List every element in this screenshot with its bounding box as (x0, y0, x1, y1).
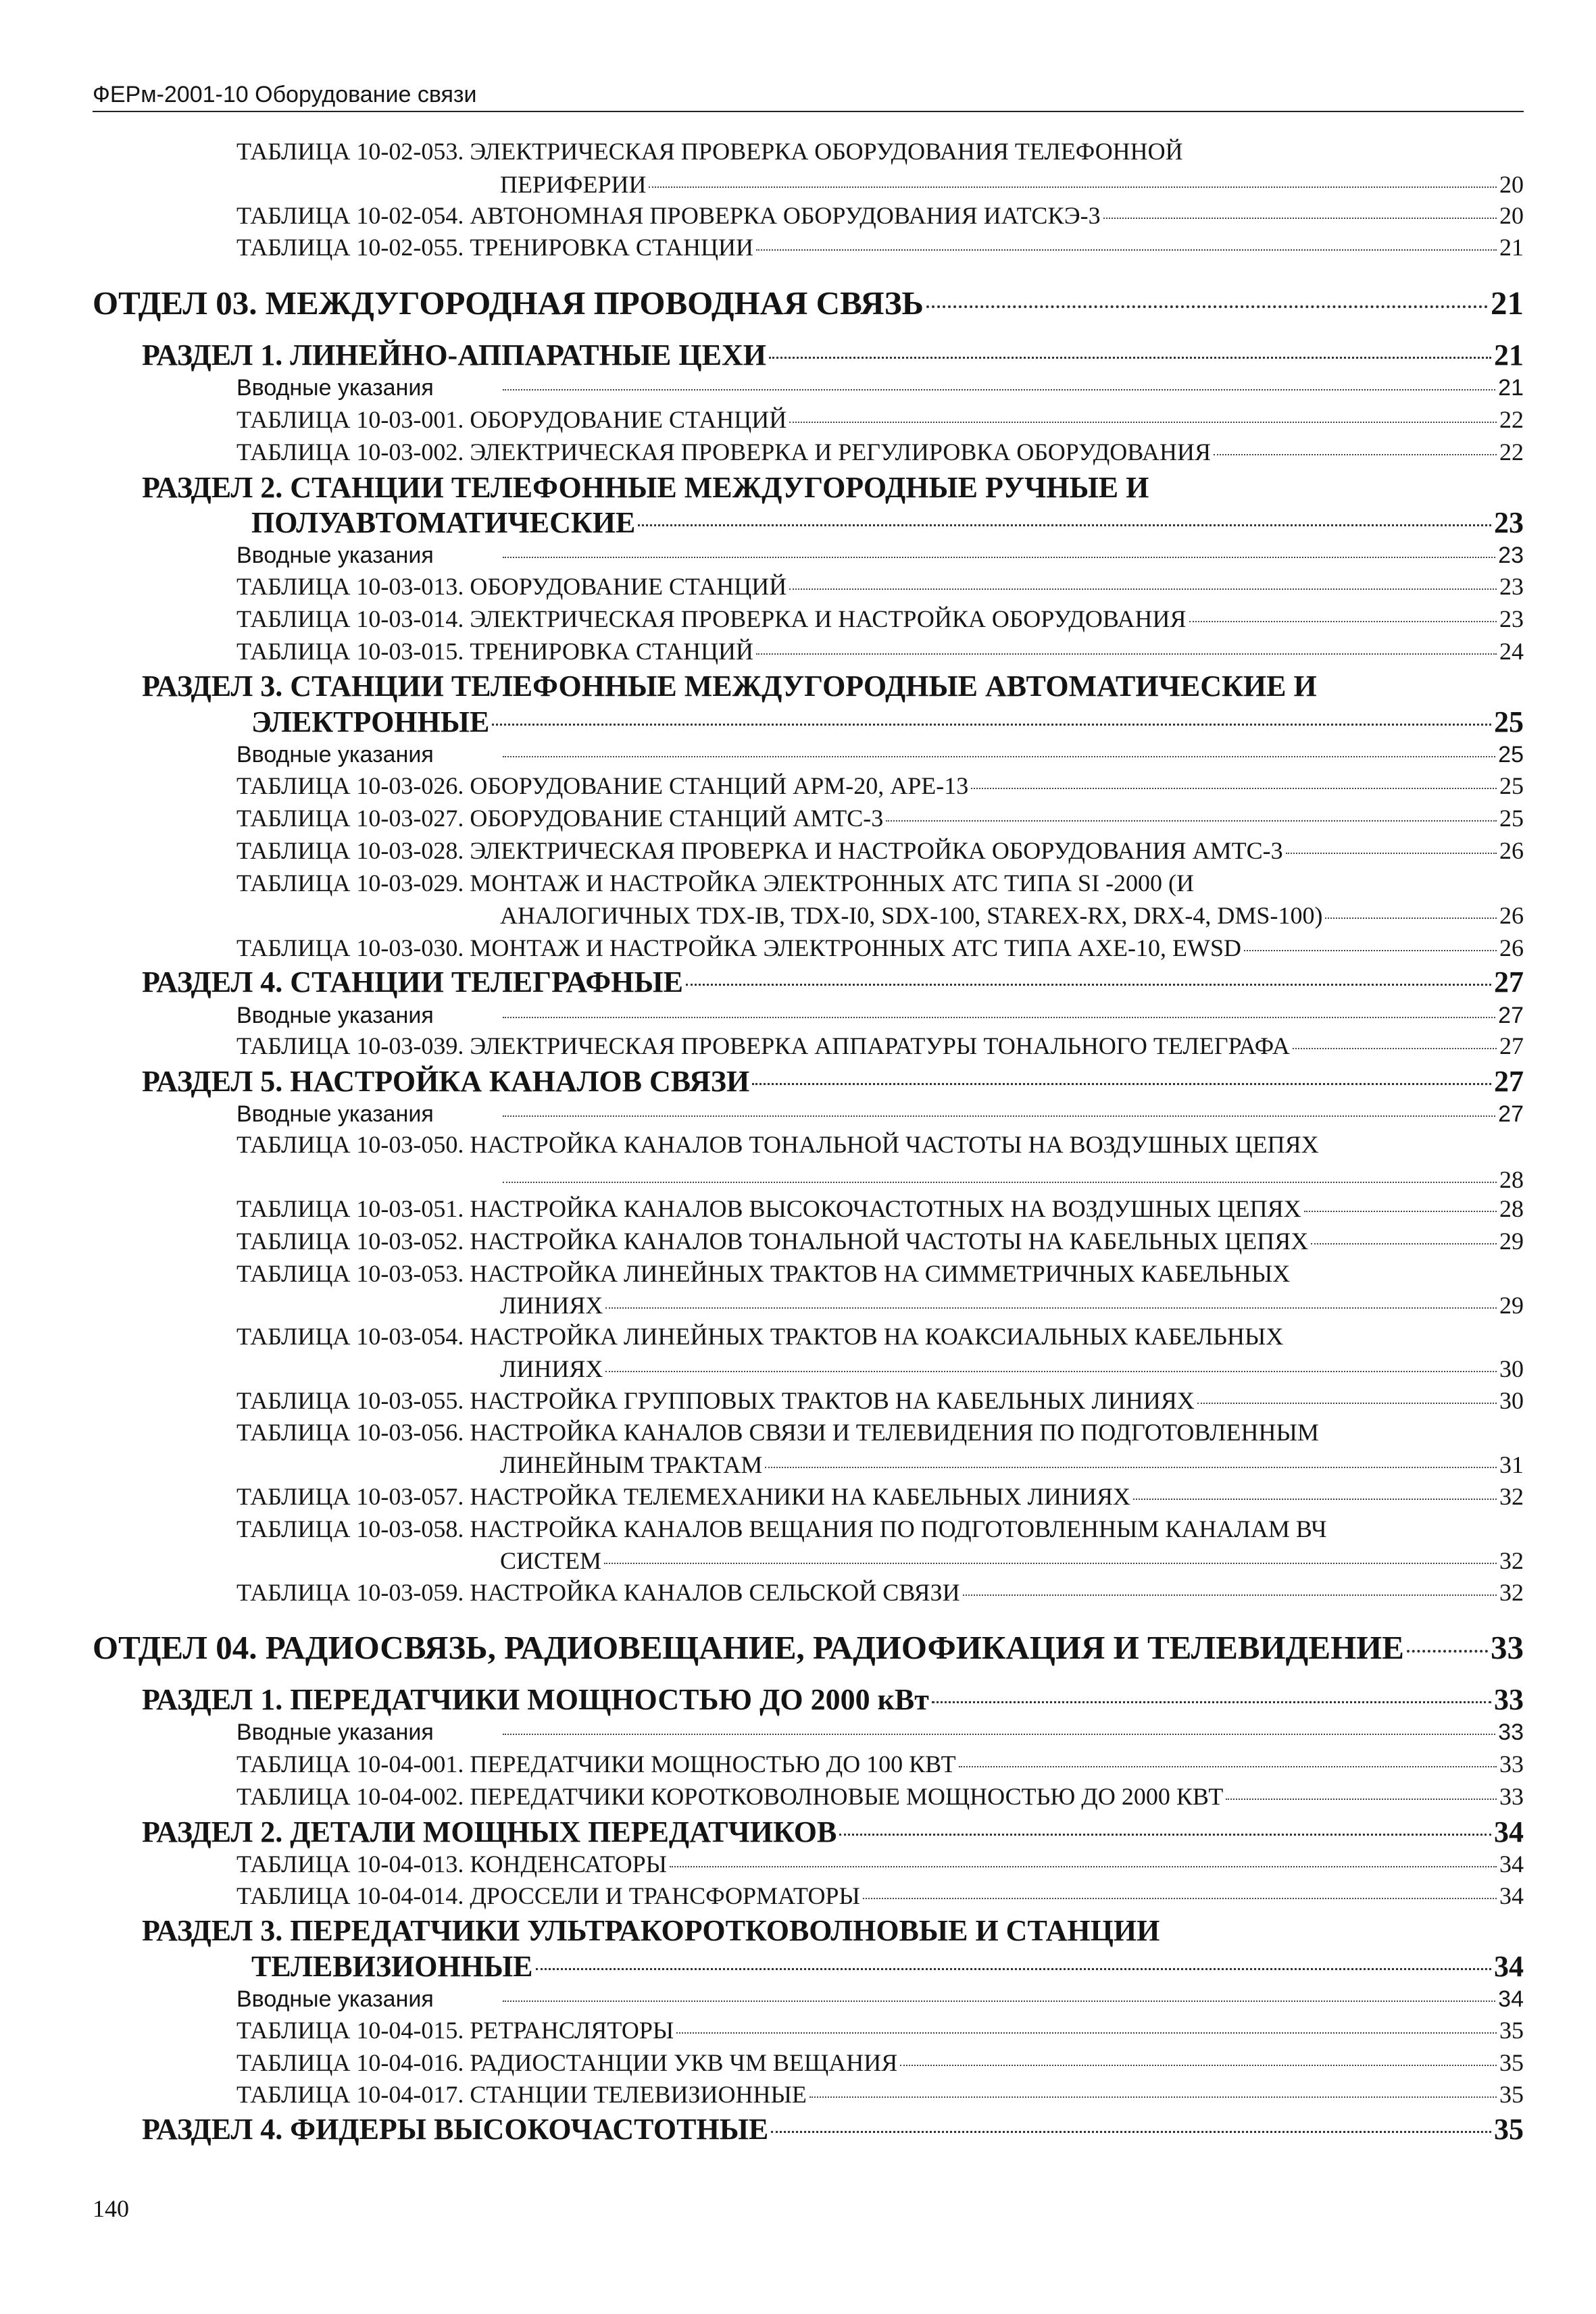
toc-entry-title: ТАБЛИЦА 10-03-014. ЭЛЕКТРИЧЕСКАЯ ПРОВЕРКА И НАСТРОЙКА ОБОРУДОВАНИЯ (236, 605, 1187, 632)
toc-entry-title: ТАБЛИЦА 10-03-056. НАСТРОЙКА КАНАЛОВ СВЯЗИ И ТЕЛЕВИДЕНИЯ ПО ПОДГОТОВЛЕННЫМ (236, 1419, 1319, 1446)
dot-leader (926, 305, 1488, 308)
toc-entry[interactable] (236, 772, 1524, 800)
dot-leader (503, 1182, 1497, 1183)
toc-page-number: 29 (1499, 1292, 1524, 1319)
toc-entry[interactable] (500, 170, 1524, 199)
dot-leader (1286, 853, 1497, 854)
toc-entry[interactable] (236, 2016, 1524, 2044)
toc-entry[interactable] (236, 637, 1524, 665)
toc-entry[interactable] (236, 543, 1524, 569)
dot-leader (536, 1968, 1492, 1970)
dot-leader (503, 1734, 1495, 1735)
toc-page-number: 32 (1499, 1579, 1524, 1606)
toc-page-number: 33 (1498, 1719, 1524, 1745)
toc-subsection-heading[interactable] (142, 1815, 1524, 1849)
toc-entry-title: ТАБЛИЦА 10-04-016. РАДИОСТАНЦИИ УКВ ЧМ ВЕЩАНИЯ (236, 2049, 898, 2076)
toc-entry-title: ТАБЛИЦА 10-04-017. СТАНЦИИ ТЕЛЕВИЗИОННЫЕ (236, 2081, 807, 2108)
dot-leader (503, 2001, 1495, 2002)
toc-entry[interactable] (236, 1750, 1524, 1778)
toc-entry-title: ТАБЛИЦА 10-04-015. РЕТРАНСЛЯТОРЫ (236, 2017, 674, 2044)
toc-entry-title: ТАБЛИЦА 10-03-001. ОБОРУДОВАНИЕ СТАНЦИЙ (236, 406, 787, 433)
toc-entry-title: ТАБЛИЦА 10-03-002. ЭЛЕКТРИЧЕСКАЯ ПРОВЕРКА И РЕГУЛИРОВКА ОБОРУДОВАНИЯ (236, 438, 1212, 466)
toc-entry-title: ТАБЛИЦА 10-04-002. ПЕРЕДАТЧИКИ КОРОТКОВОЛНОВЫЕ МОЩНОСТЬЮ ДО 2000 КВТ (236, 1783, 1224, 1810)
dot-leader (959, 1766, 1497, 1767)
toc-entry-title: ТАБЛИЦА 10-03-050. НАСТРОЙКА КАНАЛОВ ТОНАЛЬНОЙ ЧАСТОТЫ НА ВОЗДУШНЫХ ЦЕПЯХ (236, 1131, 1319, 1158)
toc-entry-title: ТАБЛИЦА 10-03-013. ОБОРУДОВАНИЕ СТАНЦИЙ (236, 573, 787, 600)
toc-subsection-heading[interactable] (142, 965, 1524, 999)
toc-page-number: 22 (1499, 438, 1524, 466)
dot-leader (886, 820, 1497, 822)
dot-leader (1311, 1243, 1497, 1244)
toc-entry[interactable] (236, 1986, 1524, 2013)
toc-page-number: 35 (1494, 2113, 1524, 2146)
toc-page-number: 33 (1491, 1629, 1524, 1666)
toc-page-number: 35 (1499, 2017, 1524, 2044)
toc-entry-title: ТАБЛИЦА 10-03-051. НАСТРОЙКА КАНАЛОВ ВЫСОКОЧАСТОТНЫХ НА ВОЗДУШНЫХ ЦЕПЯХ (236, 1195, 1301, 1222)
toc-page-number: 35 (1499, 2049, 1524, 2076)
toc-entry[interactable] (236, 2048, 1524, 2077)
dot-leader (1244, 950, 1497, 951)
toc-entry-title: ЛИНИЯХ (500, 1355, 603, 1382)
toc-entry[interactable] (500, 1451, 1524, 1479)
toc-page-number: 23 (1499, 573, 1524, 600)
dot-leader (863, 1898, 1497, 1899)
toc-entry-title: ТАБЛИЦА 10-03-053. НАСТРОЙКА ЛИНЕЙНЫХ ТРАКТОВ НА СИММЕТРИЧНЫХ КАБЕЛЬНЫХ (236, 1260, 1291, 1287)
toc-page-number: 21 (1498, 375, 1524, 401)
toc-entry-title: РАЗДЕЛ 3. ПЕРЕДАТЧИКИ УЛЬТРАКОРОТКОВОЛНОВЫЕ И СТАНЦИИ (142, 1914, 1160, 1947)
toc-entry-title: ОТДЕЛ 03. МЕЖДУГОРОДНАЯ ПРОВОДНАЯ СВЯЗЬ (93, 284, 924, 322)
dot-leader (789, 422, 1497, 423)
toc-page-number: 27 (1499, 1032, 1524, 1059)
dot-leader (752, 1083, 1491, 1085)
toc-entry[interactable] (236, 1850, 1524, 1878)
toc-entry[interactable] (236, 1719, 1524, 1746)
dot-leader (809, 2096, 1497, 2098)
toc-entry[interactable] (236, 201, 1524, 230)
dot-leader (1214, 454, 1497, 455)
toc-entry-title: РАЗДЕЛ 1. ПЕРЕДАТЧИКИ МОЩНОСТЬЮ ДО 2000 кВт (142, 1683, 929, 1716)
dot-leader (638, 524, 1491, 526)
dot-leader (756, 653, 1497, 655)
dot-leader (1133, 1499, 1497, 1500)
dot-leader (503, 1115, 1495, 1117)
toc-entry-title: ТАБЛИЦА 10-03-026. ОБОРУДОВАНИЕ СТАНЦИЙ АРМ-20, АРЕ-13 (236, 772, 969, 799)
dot-leader (769, 357, 1491, 359)
toc-entry-title: ТАБЛИЦА 10-04-001. ПЕРЕДАТЧИКИ МОЩНОСТЬЮ ДО 100 КВТ (236, 1751, 956, 1778)
toc-page-number: 20 (1499, 202, 1524, 229)
toc-entry[interactable] (500, 901, 1524, 930)
toc-page-number: 33 (1494, 1683, 1524, 1716)
toc-entry-title: ЛИНИЯХ (500, 1292, 603, 1319)
dot-leader (503, 756, 1495, 757)
toc-page-number: 24 (1499, 638, 1524, 665)
dot-leader (503, 557, 1495, 558)
dot-leader (756, 249, 1497, 251)
toc-entry[interactable] (500, 1546, 1524, 1575)
toc-page-number: 23 (1498, 543, 1524, 568)
dot-leader (765, 1467, 1497, 1468)
dot-leader (605, 1371, 1497, 1372)
toc-entry[interactable] (236, 2080, 1524, 2109)
toc-entry-title: ТАБЛИЦА 10-03-039. ЭЛЕКТРИЧЕСКАЯ ПРОВЕРКА АППАРАТУРЫ ТОНАЛЬНОГО ТЕЛЕГРАФА (236, 1032, 1290, 1059)
dot-leader (1226, 1799, 1497, 1800)
toc-entry-title: ТАБЛИЦА 10-03-027. ОБОРУДОВАНИЕ СТАНЦИЙ АМТС-3 (236, 805, 884, 832)
toc-entry[interactable] (236, 233, 1524, 261)
toc-entry-title: ТАБЛИЦА 10-03-054. НАСТРОЙКА ЛИНЕЙНЫХ ТРАКТОВ НА КОАКСИАЛЬНЫХ КАБЕЛЬНЫХ (236, 1323, 1284, 1350)
toc-entry[interactable] (236, 438, 1524, 466)
dot-leader (503, 389, 1495, 391)
dot-leader (1304, 1211, 1497, 1212)
toc-page-number: 35 (1499, 2081, 1524, 2108)
toc-entry-title: ТАБЛИЦА 10-04-013. КОНДЕНСАТОРЫ (236, 1851, 667, 1878)
dot-leader (1189, 621, 1497, 622)
toc-entry[interactable] (500, 1355, 1524, 1383)
toc-entry[interactable] (236, 605, 1524, 633)
toc-entry-title: Вводные указания (236, 1986, 434, 2012)
toc-entry-title: ПЕРИФЕРИИ (500, 171, 647, 198)
toc-page-number: 32 (1499, 1483, 1524, 1510)
toc-entry[interactable] (236, 1101, 1524, 1128)
toc-page-number: 30 (1499, 1355, 1524, 1382)
toc-page-number: 26 (1499, 934, 1524, 961)
dot-leader (771, 2131, 1491, 2133)
toc-page-number: 34 (1494, 1950, 1524, 1983)
toc-page-number: 21 (1499, 234, 1524, 261)
toc-entry-title: РАЗДЕЛ 2. ДЕТАЛИ МОЩНЫХ ПЕРЕДАТЧИКОВ (142, 1815, 837, 1848)
toc-entry-title: СИСТЕМ (500, 1547, 602, 1574)
toc-page-number: 25 (1499, 772, 1524, 799)
toc-entry-title: ТАБЛИЦА 10-03-055. НАСТРОЙКА ГРУППОВЫХ ТРАКТОВ НА КАБЕЛЬНЫХ ЛИНИЯХ (236, 1387, 1195, 1414)
toc-entry-title: Вводные указания (236, 543, 434, 568)
dot-leader (670, 1866, 1497, 1867)
toc-subsection-heading[interactable] (142, 1682, 1524, 1717)
toc-entry-title: РАЗДЕЛ 5. НАСТРОЙКА КАНАЛОВ СВЯЗИ (142, 1065, 750, 1098)
toc-subsection-heading[interactable] (142, 338, 1524, 372)
toc-section-heading[interactable] (93, 284, 1524, 322)
toc-entry-title: ТАБЛИЦА 10-03-057. НАСТРОЙКА ТЕЛЕМЕХАНИКИ НА КАБЕЛЬНЫХ ЛИНИЯХ (236, 1483, 1131, 1510)
toc-entry-title: Вводные указания (236, 1719, 434, 1745)
dot-leader (1103, 218, 1497, 219)
toc-entry-title: ТАБЛИЦА 10-03-015. ТРЕНИРОВКА СТАНЦИЙ (236, 638, 754, 665)
dot-leader (503, 1017, 1495, 1018)
toc-entry[interactable] (236, 405, 1524, 434)
toc-subsection-heading[interactable] (142, 2112, 1524, 2146)
toc-page-number: 23 (1499, 605, 1524, 632)
running-header: ФЕРм-2001-10 Оборудование связи (93, 80, 1524, 112)
toc-page-number: 20 (1499, 171, 1524, 198)
toc-entry-title: ТАБЛИЦА 10-04-014. ДРОССЕЛИ И ТРАНСФОРМАТОРЫ (236, 1882, 860, 1909)
toc-entry[interactable] (500, 1291, 1524, 1319)
toc-page-number: 34 (1498, 1986, 1524, 2012)
dot-leader (963, 1594, 1497, 1596)
dot-leader (900, 2065, 1497, 2066)
toc-page-number: 26 (1499, 837, 1524, 864)
dot-leader (1325, 917, 1497, 919)
toc-page-number: 34 (1499, 1882, 1524, 1909)
toc-entry-title: ТАБЛИЦА 10-02-054. АВТОНОМНАЯ ПРОВЕРКА ОБОРУДОВАНИЯ ИАТСКЭ-3 (236, 202, 1101, 229)
toc-entry[interactable] (236, 804, 1524, 832)
dot-leader (604, 1563, 1497, 1564)
toc-page-number: 26 (1499, 902, 1524, 929)
toc-entry-title: ТАБЛИЦА 10-03-052. НАСТРОЙКА КАНАЛОВ ТОНАЛЬНОЙ ЧАСТОТЫ НА КАБЕЛЬНЫХ ЦЕПЯХ (236, 1228, 1309, 1255)
toc-page-number: 28 (1499, 1166, 1524, 1193)
toc-entry[interactable] (236, 1227, 1524, 1255)
toc-page-number: 30 (1499, 1387, 1524, 1414)
toc-entry-title: Вводные указания (236, 1101, 434, 1127)
dot-leader (686, 984, 1491, 986)
dot-leader (789, 588, 1497, 590)
toc-page-number: 29 (1499, 1228, 1524, 1255)
dot-leader (1407, 1650, 1488, 1653)
toc-subsection-heading[interactable] (251, 1949, 1524, 1984)
toc-entry[interactable] (236, 934, 1524, 962)
toc-page-number: 21 (1491, 284, 1524, 322)
toc-entry-title: Вводные указания (236, 742, 434, 768)
toc-entry-title: ТАБЛИЦА 10-03-029. МОНТАЖ И НАСТРОЙКА ЭЛЕКТРОННЫХ АТС ТИПА SI -2000 (И (236, 870, 1195, 897)
toc-entry-title: Вводные указания (236, 1003, 434, 1028)
toc-page-number: 33 (1499, 1783, 1524, 1810)
toc-page-number: 34 (1499, 1851, 1524, 1878)
page-number: 140 (93, 2195, 129, 2222)
toc-entry[interactable] (500, 1165, 1524, 1194)
toc-entry-title: ПОЛУАВТОМАТИЧЕСКИЕ (251, 506, 636, 539)
toc-subsection-heading[interactable] (142, 1064, 1524, 1099)
toc-entry[interactable] (236, 1882, 1524, 1910)
toc-entry-title: ТАБЛИЦА 10-03-058. НАСТРОЙКА КАНАЛОВ ВЕЩАНИЯ ПО ПОДГОТОВЛЕННЫМ КАНАЛАМ ВЧ (236, 1515, 1327, 1542)
toc-page-number: 27 (1494, 965, 1524, 999)
toc-entry-title: ЛИНЕЙНЫМ ТРАКТАМ (500, 1451, 763, 1478)
toc-entry-title: ТАБЛИЦА 10-02-053. ЭЛЕКТРИЧЕСКАЯ ПРОВЕРКА ОБОРУДОВАНИЯ ТЕЛЕФОННОЙ (236, 138, 1183, 165)
toc-entry-title: РАЗДЕЛ 1. ЛИНЕЙНО-АППАРАТНЫЕ ЦЕХИ (142, 338, 766, 372)
toc-entry-title: РАЗДЕЛ 4. ФИДЕРЫ ВЫСОКОЧАСТОТНЫЕ (142, 2113, 769, 2146)
toc-page-number: 32 (1499, 1547, 1524, 1574)
toc-page-number: 27 (1494, 1065, 1524, 1098)
toc-page-number: 22 (1499, 406, 1524, 433)
dot-leader (1197, 1403, 1497, 1404)
toc-entry-title: ТАБЛИЦА 10-03-030. МОНТАЖ И НАСТРОЙКА ЭЛЕКТРОННЫХ АТС ТИПА AXE-10, EWSD (236, 934, 1242, 961)
toc-entry-title: АНАЛОГИЧНЫХ TDX-IB, TDX-I0, SDX-100, STAREX-RX, DRX-4, DMS-100) (500, 902, 1323, 929)
toc-page-number: 25 (1494, 705, 1524, 738)
toc-page-number: 28 (1499, 1195, 1524, 1222)
toc-section-heading[interactable] (93, 1628, 1524, 1667)
toc-entry-title: ОТДЕЛ 04. РАДИОСВЯЗЬ, РАДИОВЕЩАНИЕ, РАДИОФИКАЦИЯ И ТЕЛЕВИДЕНИЕ (93, 1629, 1404, 1666)
toc-entry[interactable] (236, 375, 1524, 401)
toc-entry[interactable] (236, 1782, 1524, 1811)
toc-page-number: 33 (1499, 1751, 1524, 1778)
toc-page-number: 27 (1498, 1101, 1524, 1127)
toc-subsection-heading[interactable] (251, 705, 1524, 739)
dot-leader (932, 1701, 1491, 1703)
toc-entry-title: ЭЛЕКТРОННЫЕ (251, 705, 490, 738)
toc-entry-title: ТЕЛЕВИЗИОННЫЕ (251, 1950, 533, 1983)
toc-page-number: 31 (1499, 1451, 1524, 1478)
toc-entry-title: ТАБЛИЦА 10-03-028. ЭЛЕКТРИЧЕСКАЯ ПРОВЕРКА И НАСТРОЙКА ОБОРУДОВАНИЯ АМТС-3 (236, 837, 1283, 864)
dot-leader (839, 1834, 1491, 1836)
dot-leader (1293, 1048, 1497, 1049)
toc-entry-title: РАЗДЕЛ 4. СТАНЦИИ ТЕЛЕГРАФНЫЕ (142, 965, 683, 999)
toc-page-number: 34 (1494, 1815, 1524, 1848)
toc-page-number: 25 (1498, 742, 1524, 768)
dot-leader (676, 2032, 1497, 2034)
toc-entry[interactable] (236, 1032, 1524, 1060)
dot-leader (649, 186, 1497, 188)
toc-entry[interactable] (236, 572, 1524, 601)
toc-page-number: 25 (1499, 805, 1524, 832)
toc-page-number: 21 (1494, 338, 1524, 372)
toc-entry-title: РАЗДЕЛ 2. СТАНЦИИ ТЕЛЕФОННЫЕ МЕЖДУГОРОДНЫЕ РУЧНЫЕ И (142, 471, 1149, 504)
toc-entry-title: ТАБЛИЦА 10-03-059. НАСТРОЙКА КАНАЛОВ СЕЛЬСКОЙ СВЯЗИ (236, 1579, 960, 1606)
toc-entry-title: РАЗДЕЛ 3. СТАНЦИИ ТЕЛЕФОННЫЕ МЕЖДУГОРОДНЫЕ АВТОМАТИЧЕСКИЕ И (142, 670, 1317, 703)
toc-entry-title: ТАБЛИЦА 10-02-055. ТРЕНИРОВКА СТАНЦИИ (236, 234, 754, 261)
dot-leader (971, 788, 1497, 789)
dot-leader (605, 1307, 1497, 1309)
toc-entry[interactable] (236, 836, 1524, 865)
toc-entry[interactable] (236, 1482, 1524, 1511)
toc-page-number: 27 (1498, 1003, 1524, 1028)
toc-entry-title: Вводные указания (236, 375, 434, 401)
toc-entry[interactable] (236, 1194, 1524, 1223)
toc-entry[interactable] (236, 1003, 1524, 1029)
dot-leader (492, 724, 1491, 726)
toc-entry[interactable] (236, 1578, 1524, 1607)
toc-subsection-heading[interactable] (251, 505, 1524, 540)
toc-entry[interactable] (236, 742, 1524, 768)
toc-page-number: 23 (1494, 506, 1524, 539)
toc-entry[interactable] (236, 1386, 1524, 1415)
